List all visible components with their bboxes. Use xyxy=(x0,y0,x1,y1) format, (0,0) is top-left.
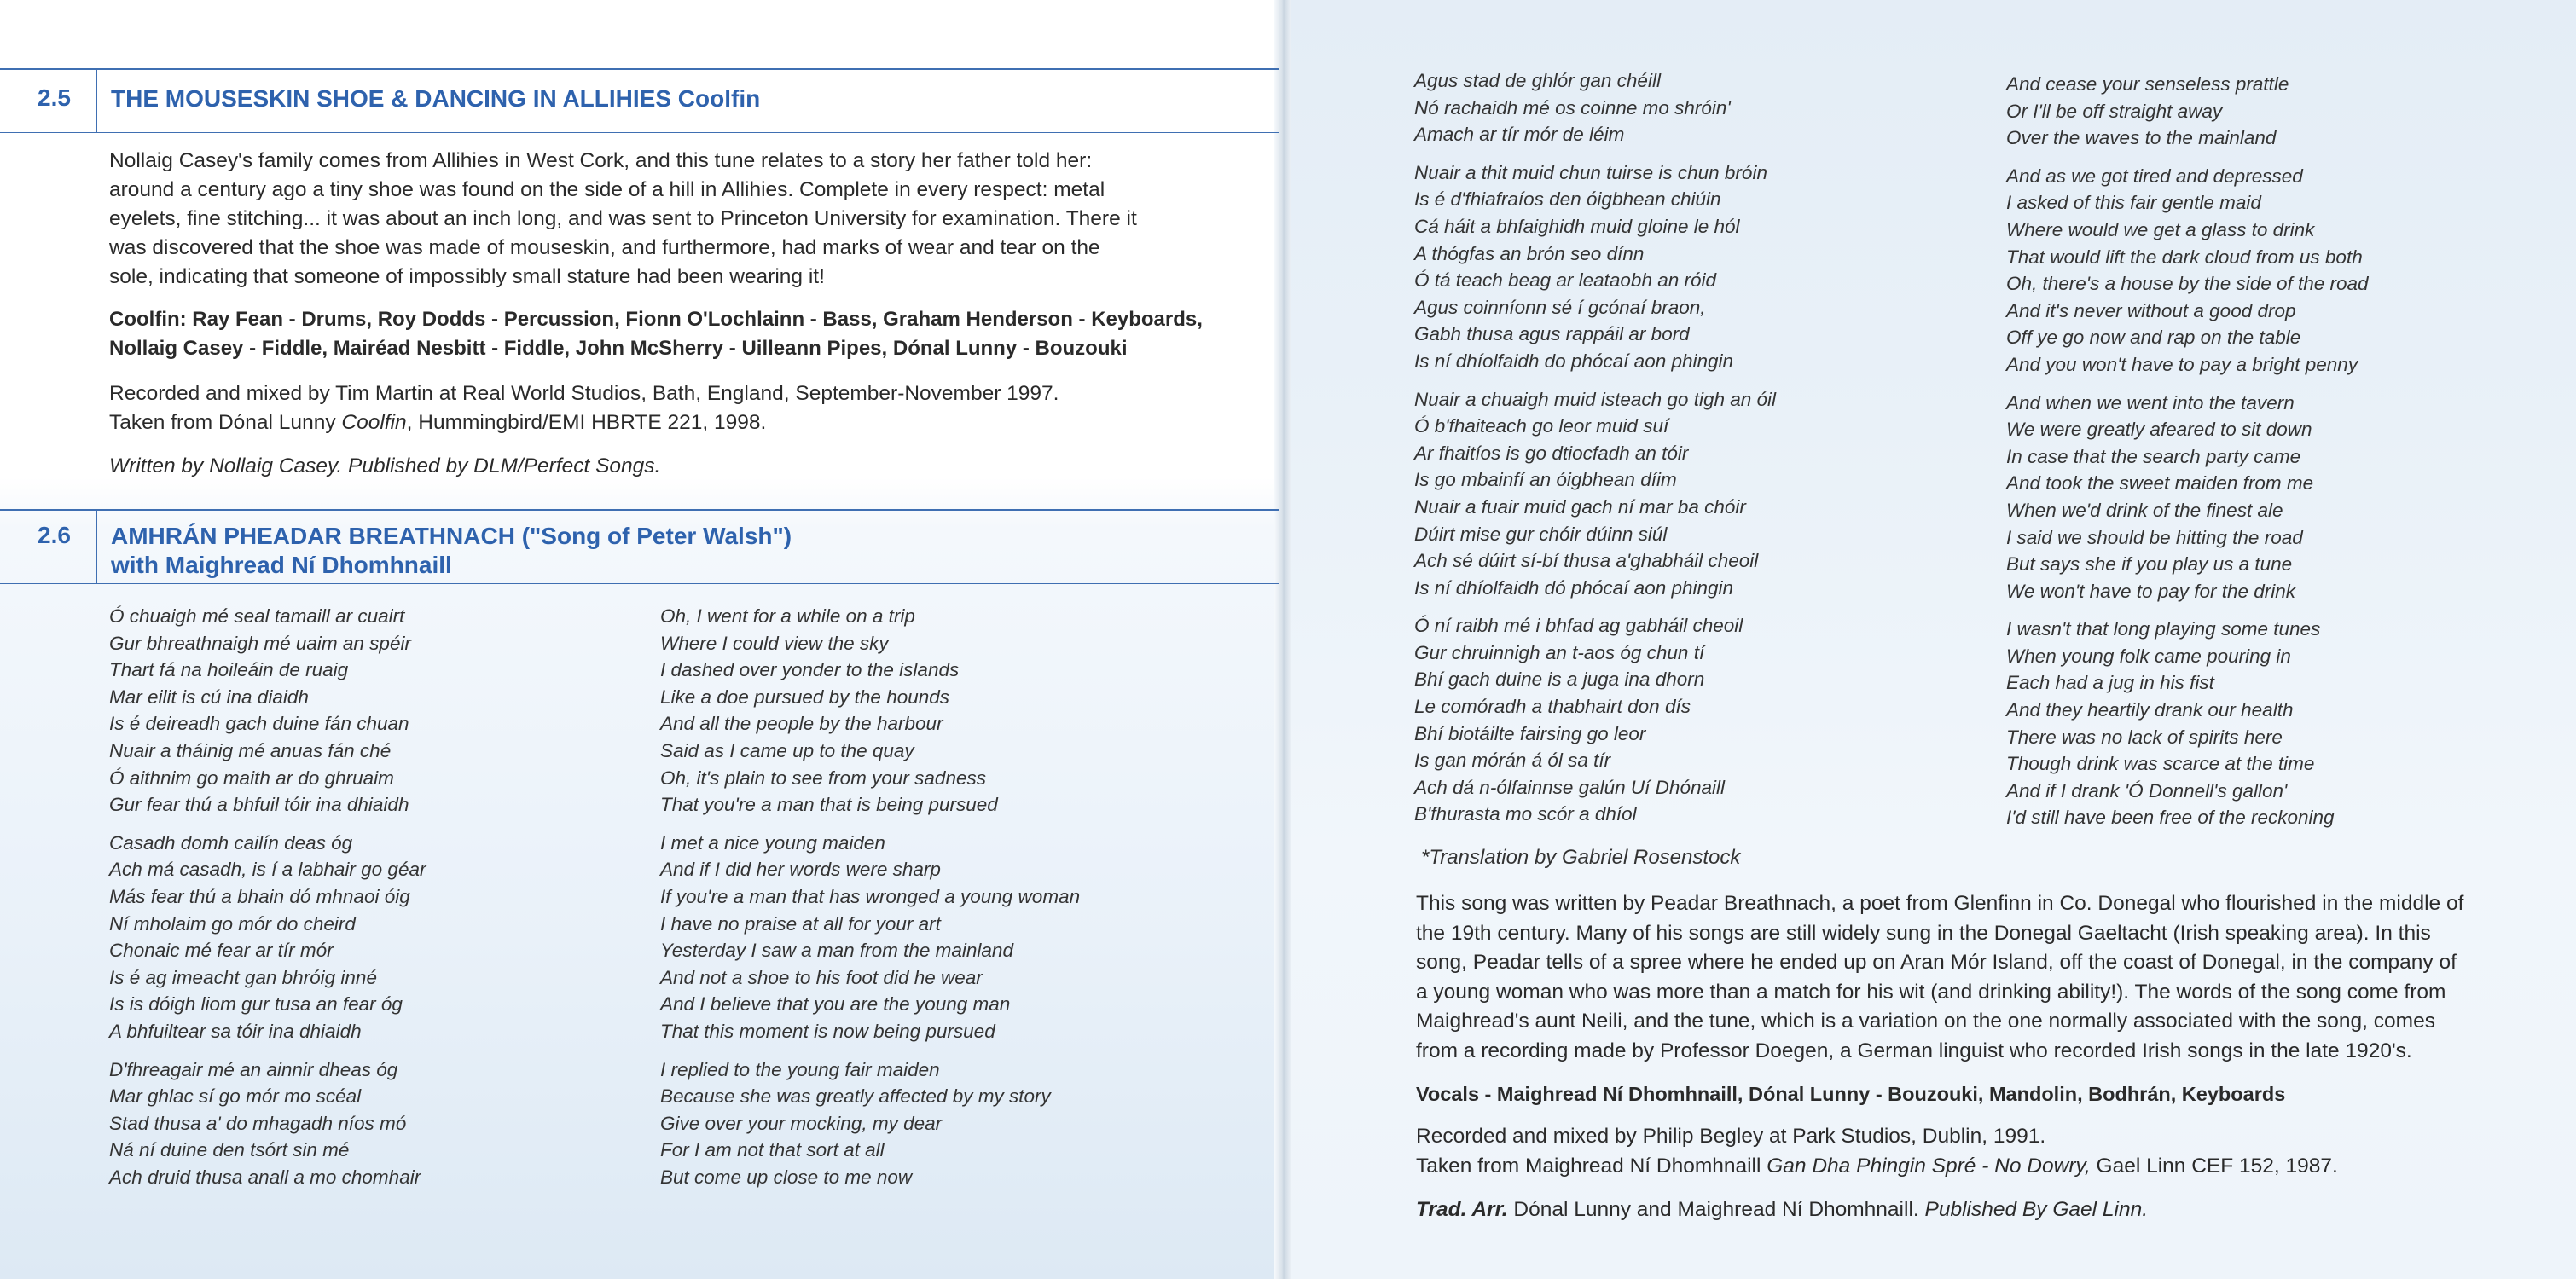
stanza: And as we got tired and depressed I asked of this fair gentle maid Where would we get a glass to drink That would lift the dark cloud from us both Oh, there's a house by the side of the road And it's never without a good drop Off ye go now and rap on the table And you won't have to pay a bright penny xyxy=(2006,165,2369,375)
album-title: Coolfin xyxy=(341,411,407,434)
stanza: Casadh domh cailín deas óg Ach má casadh, is í a labhair go géar Más fear thú a bhain dó mhnaoi óig Ní mholaim go mór do cheird Chonaic mé fear ar tír mór Is é ag imeacht gan bhróig inné Is is dóigh liom gur tusa an fear óg A bhfuiltear sa tóir ina dhiaidh xyxy=(109,831,426,1042)
stanza: Ó chuaigh mé seal tamaill ar cuairt Gur bhreathnaigh mé uaim an spéir Thart fá na hoileáin de ruaig Mar eilit is cú ina diaidh Is é deireadh gach duine fán chuan Nuair a tháinig mé anuas fán ché Ó aithnim go maith ar do ghruaim Gur fear thú a bhfuil tóir ina dhiaidh xyxy=(109,605,411,816)
stanza: Nuair a chuaigh muid isteach go tigh an óil Ó b'fhaiteach go leor muid suí Ar fhaitíos is go dtiocfadh an tóir Is go mbainfí an óigbhean díim Nuair a fuair muid gach ní mar ba chóir Dúirt mise gur chóir dúinn siúl Ach sé dúirt sí-bí thusa a'ghabháil cheoil Is ní dhíolfaidh dó phócaí aon phingin xyxy=(1414,388,1777,599)
stanza: Nuair a thit muid chun tuirse is chun bróin Is é d'fhiafraíos den óigbhean chiúin Cá háit a bhfaighidh muid gloine le hól A thógfas an brón seo dínn Ó tá teach beag ar leataobh an róid Agus coinníonn sé í gcónaí braon, Gabh thusa agus rappáil ar bord Is ní dhíolfaidh do phócaí aon phingin xyxy=(1414,161,1767,372)
stanza: Agus stad de ghlór gan chéill Nó rachaidh mé os coinne mo shróin' Amach ar tír mór de léim xyxy=(1414,70,1731,146)
stanza: Ó ní raibh mé i bhfad ag gabháil cheoil Gur chruinnigh an t-aos óg chun tí Bhí gach duine is a juga ina dhorn Le comóradh a thabhairt don dís Bhí biotáilte fairsing go leor Is gan mórán á ól sa tír Ach dá n-ólfainnse galún Uí Dhónaill B'fhurasta mo scór a dhíol xyxy=(1414,615,1743,825)
recording-info: Recorded and mixed by Philip Begley at Park Studios, Dublin, 1991. Taken from Maighread Ní Dhomhnaill Gan Dha Phingin Spré - No Dowry, Gael Linn CEF 152, 1987. xyxy=(1416,1125,2338,1178)
track-credits: Coolfin: Ray Fean - Drums, Roy Dodds - Percussion, Fionn O'Lochlainn - Bass, Graham Henderson - Keyboards, Nollaig Casey - Fiddle, Mairéad Nesbitt - Fiddle, John McSherry - Uilleann Pipes, Dónal Lunny - Bouzouki xyxy=(109,308,1203,360)
stanza: I met a nice young maiden And if I did her words were sharp If you're a man that has wronged a young woman I have no praise at all for your art Yesterday I saw a man from the mainland And not a shoe to his foot did he wear And I believe that you are the young man That this moment is now being pursued xyxy=(660,831,1081,1042)
lyrics-irish xyxy=(109,603,426,1190)
track-title: THE MOUSESKIN SHOE & DANCING IN ALLIHIES Coolfin xyxy=(111,85,761,112)
track-number: 2.5 xyxy=(38,84,71,111)
album-title: Gan Dha Phingin Spré - No Dowry, xyxy=(1767,1154,2091,1178)
section-divider xyxy=(0,68,1279,70)
track-title: AMHRÁN PHEADAR BREATHNACH ("Song of Peter Walsh") with Maighread Ní Dhomhnaill xyxy=(111,523,792,578)
stanza: I replied to the young fair maiden Because she was greatly affected by my story Give over your mocking, my dear For I am not that sort at all But come up close to me now xyxy=(660,1058,1051,1188)
track-number: 2.6 xyxy=(38,522,71,548)
track-credits: Vocals - Maighread Ní Dhomhnaill, Dónal Lunny - Bouzouki, Mandolin, Bodhrán, Keyboards xyxy=(1416,1083,2286,1105)
stanza: And cease your senseless prattle Or I'll be off straight away Over the waves to the mainland xyxy=(2006,73,2289,149)
trad-arr-label: Trad. Arr. xyxy=(1416,1198,1508,1221)
stanza: And when we went into the tavern We were greatly afeared to sit down In case that the search party came And took the sweet maiden from me When we'd drink of the finest ale I said we should be hitting the road But says she if you play us a tune We won't have to pay for the drink xyxy=(2006,391,2314,602)
recording-info: Recorded and mixed by Tim Martin at Real World Studios, Bath, England, September-November 1997. Taken from Dónal Lunny Coolfin, Hummingbird/EMI HBRTE 221, 1998. xyxy=(109,382,1059,434)
song-description: This song was written by Peadar Breathnach, a poet from Glenfinn in Co. Donegal who flourished in the middle of the 19th century. Many of his songs are still widely sung in the Donegal Gaeltacht (Irish speaking area). In this song, Peadar tells of a spree where he ended up on Aran Mór Island, off the coast of Donegal, in the company of a young woman who was more than a match for his wit (and drinking ability!). The words of the song come from Maighread's aunt Neili, and the tune, which is a variation on the one normally associated with the song, comes from a recording made by Professor Doegen, a German linguist who recorded Irish songs in the late 1920's. xyxy=(1416,892,2464,1062)
section-divider xyxy=(0,583,1279,584)
lyrics-irish-continued xyxy=(1414,67,1776,828)
stanza: D'fhreagair mé an ainnir dheas óg Mar ghlac sí go mór mo scéal Stad thusa a' do mhagadh níos mó Ná ní duine den tsórt sin mé Ach druid thusa anall a mo chomhair xyxy=(109,1058,421,1188)
publisher: Published By Gael Linn. xyxy=(1924,1198,2149,1221)
stanza: I wasn't that long playing some tunes When young folk came pouring in Each had a jug in his fist And they heartily drank our health There was no lack of spirits here Though drink was scarce at the time And if I drank 'Ó Donnell's gallon' I'd still have been free of the reckoning xyxy=(2006,618,2335,829)
section-divider xyxy=(0,132,1279,133)
arrangement-credit: Trad. Arr. Dónal Lunny and Maighread Ní Dhomhnaill. Published By Gael Linn. xyxy=(1416,1198,2149,1221)
section-number-divider xyxy=(96,68,97,133)
publishing-credit: Written by Nollaig Casey. Published by DLM/Perfect Songs. xyxy=(109,454,661,477)
lyrics-english-continued xyxy=(2006,71,2369,831)
book-gutter xyxy=(1274,0,1291,1279)
lyrics-english xyxy=(660,603,1080,1190)
track-description: Nollaig Casey's family comes from Allihies in West Cork, and this tune relates to a story her father told her: around a century ago a tiny shoe was found on the side of a hill in Allihies. Complete in every respect: metal eyelets, fine stitching... it was about an inch long, and was sent to Princeton University for examination. There it was discovered that the shoe was made of mouseskin, and furthermore, had marks of wear and tear on the sole, indicating that someone of impossibly small stature had been wearing it! xyxy=(109,149,1137,288)
section-divider xyxy=(0,509,1279,511)
translation-credit: *Translation by Gabriel Rosenstock xyxy=(1421,846,1741,869)
stanza: Oh, I went for a while on a trip Where I could view the sky I dashed over yonder to the islands Like a doe pursued by the hounds And all the people by the harbour Said as I came up to the quay Oh, it's plain to see from your sadness That you're a man that is being pursued xyxy=(660,605,998,816)
section-number-divider xyxy=(96,509,97,584)
